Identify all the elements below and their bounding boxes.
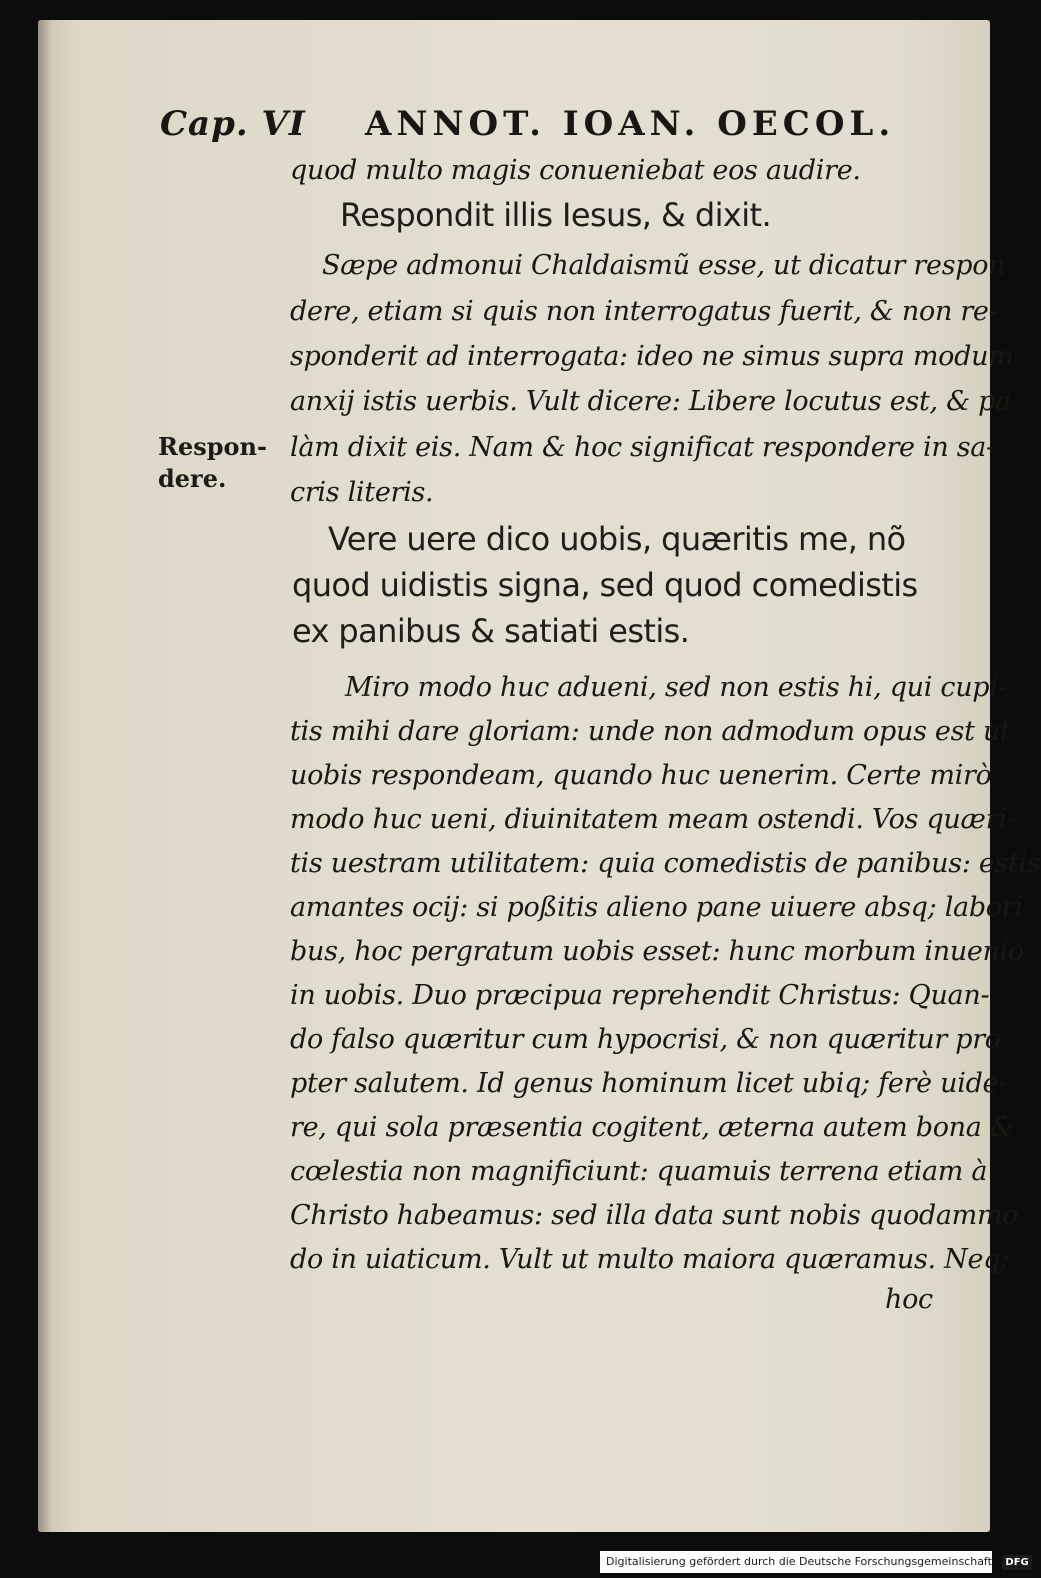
text-line: Christo habeamus: sed illa data sunt nobis quodammo xyxy=(290,1200,1019,1231)
text-line: bus, hoc pergratum uobis esset: hunc morbum inuenio xyxy=(290,936,1024,967)
page-header xyxy=(160,104,950,150)
text-line: in uobis. Duo præcipua reprehendit Christus: Quan- xyxy=(290,980,990,1011)
lemma-line: Vere uere dico uobis, quæritis me, nõ xyxy=(328,520,906,558)
text-line: do falso quæritur cum hypocrisi, & non quæritur pro xyxy=(290,1024,1001,1055)
lemma-line: ex panibus & satiati estis. xyxy=(292,612,690,650)
lemma-line: Respondit illis Iesus, & dixit. xyxy=(340,196,772,234)
text-line: do in uiaticum. Vult ut multo maiora quæramus. Neq; xyxy=(290,1244,1009,1275)
text-line: modo huc ueni, diuinitatem meam ostendi. Vos quæri- xyxy=(290,804,1016,835)
text-line: pter salutem. Id genus hominum licet ubiq; ferè uide- xyxy=(290,1068,1008,1099)
text-line: anxij istis uerbis. Vult dicere: Libere locutus est, & pa xyxy=(290,386,1011,417)
text-line: quod multo magis conueniebat eos audire. xyxy=(290,155,861,186)
text-line: dere, etiam si quis non interrogatus fuerit, & non re- xyxy=(290,296,998,327)
text-line: amantes ocij: si poßitis alieno pane uiuere absq; labori xyxy=(290,892,1023,923)
dfg-logo: DFG xyxy=(1002,1555,1031,1570)
running-title: ANNOT. IOAN. OECOL. xyxy=(365,104,896,144)
text-line: tis mihi dare gloriam: unde non admodum opus est ut xyxy=(290,716,1011,747)
text-line: sponderit ad interrogata: ideo ne simus supra modum xyxy=(290,341,1014,372)
text-line: tis uestram utilitatem: quia comedistis de panibus: estis xyxy=(290,848,1041,879)
text-line: re, qui sola præsentia cogitent, æterna autem bona & xyxy=(290,1112,1014,1143)
catchword: hoc xyxy=(885,1284,933,1315)
text-line: uobis respondeam, quando huc uenerim. Certe mirò xyxy=(290,760,992,791)
digitization-footer xyxy=(600,1551,1029,1573)
chapter-label: Cap. VI xyxy=(160,104,306,144)
footer-text: Digitalisierung gefördert durch die Deutsche Forschungsgemeinschaft - xyxy=(606,1555,1000,1568)
text-line: Sæpe admonui Chaldaismũ esse, ut dicatur respon xyxy=(322,250,1006,281)
text-line: cœlestia non magnificiunt: quamuis terrena etiam à xyxy=(290,1156,988,1187)
text-line: cris literis. xyxy=(290,477,434,508)
lemma-line: quod uidistis signa, sed quod comedistis xyxy=(292,566,918,604)
text-line: làm dixit eis. Nam & hoc significat respondere in sa- xyxy=(290,432,995,463)
text-line: Miro modo huc adueni, sed non estis hi, qui cupi- xyxy=(345,672,1007,703)
margin-note-line-1: Respon- xyxy=(158,432,267,461)
page-gutter-shadow xyxy=(38,20,52,1532)
margin-note-line-2: dere. xyxy=(158,464,227,493)
